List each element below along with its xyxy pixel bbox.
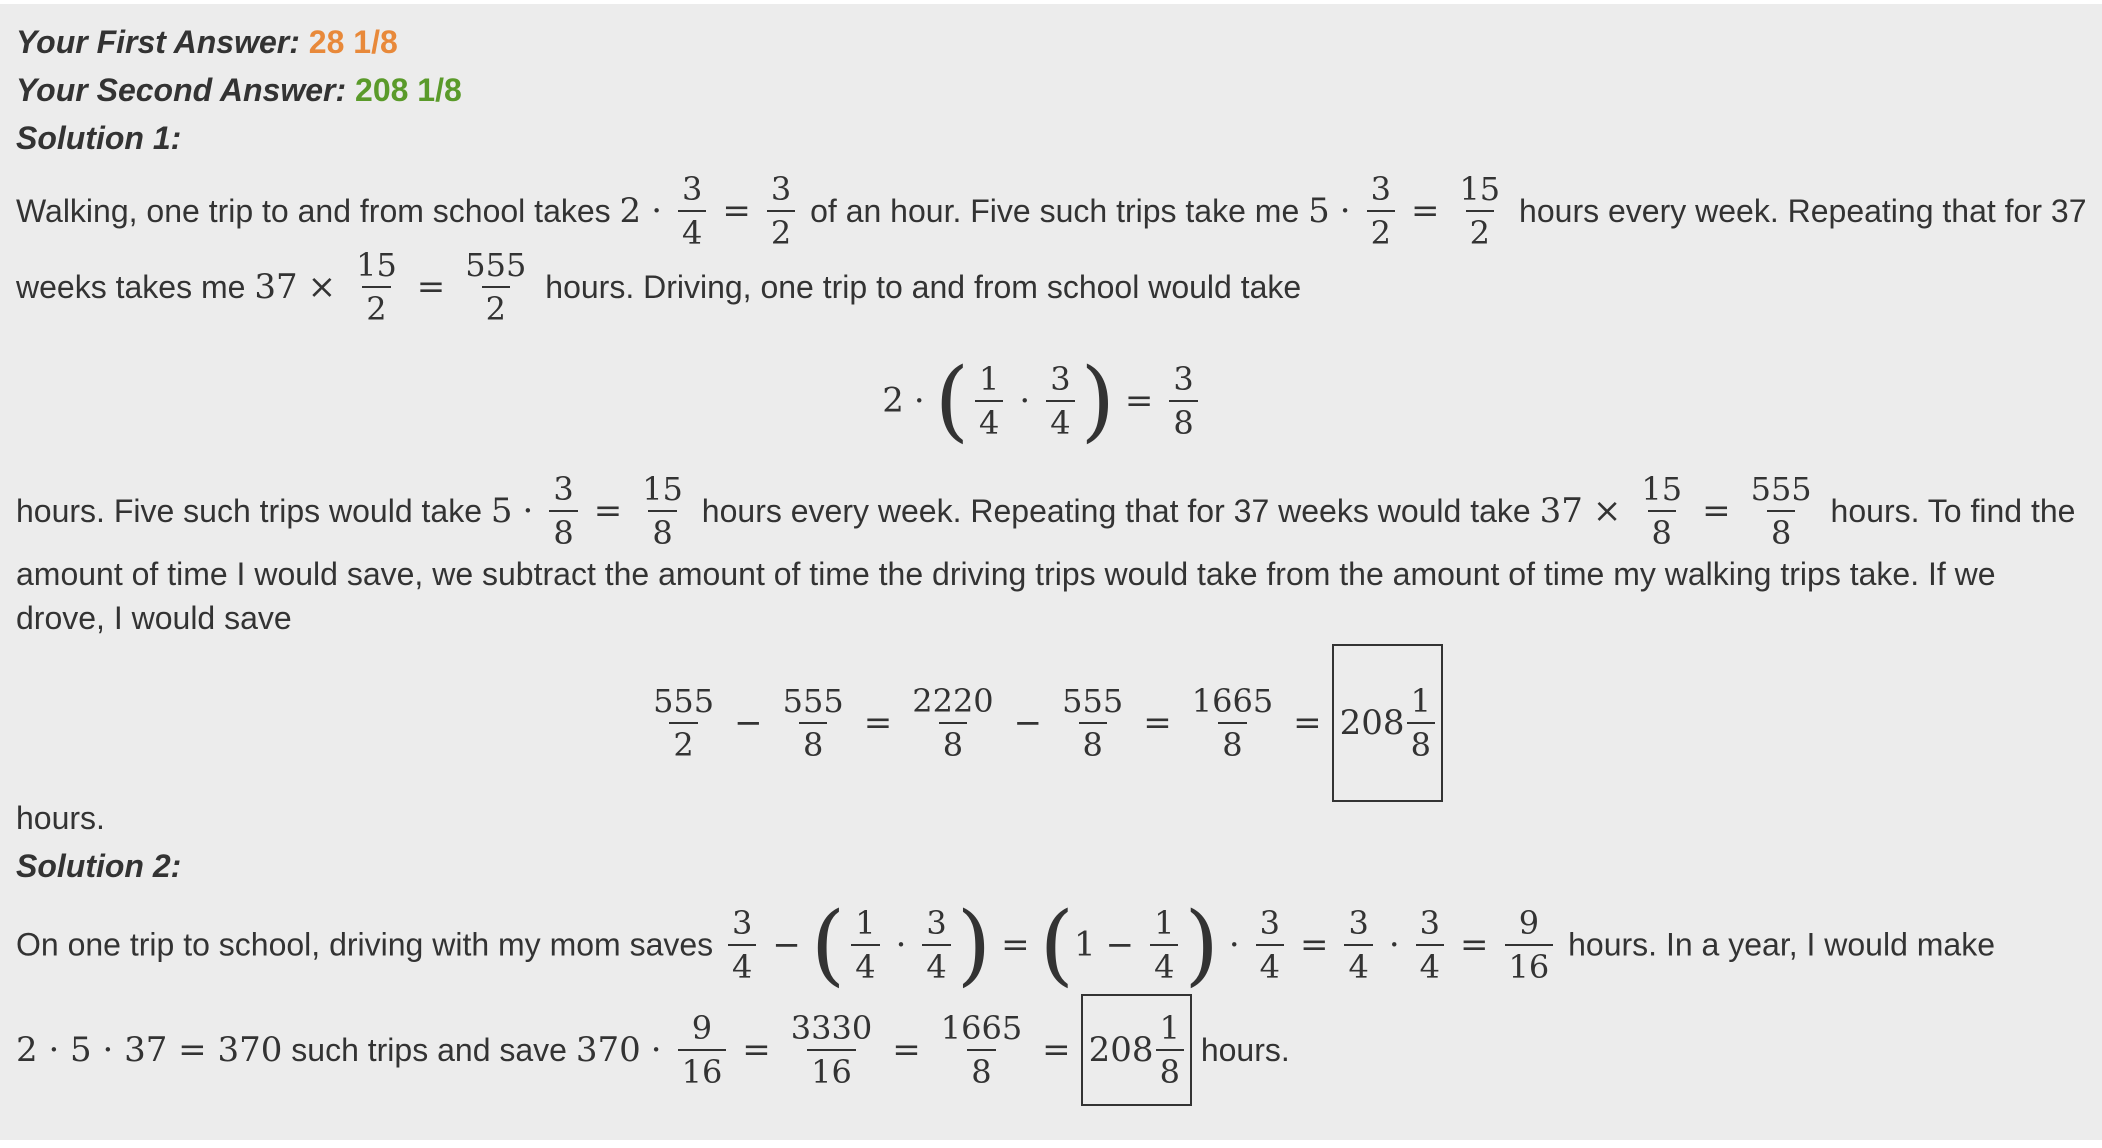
fraction — [1058, 680, 1127, 766]
numerator: 3 — [682, 170, 703, 208]
denominator: 8 — [1218, 722, 1246, 766]
math-eq: = — [1001, 924, 1030, 965]
math-minus: − — [1105, 924, 1135, 965]
math-eq: = — [1124, 380, 1154, 421]
denominator: 2 — [669, 722, 697, 766]
denominator: 8 — [939, 722, 967, 766]
fraction — [908, 680, 997, 766]
fraction — [1150, 902, 1178, 988]
numerator: 15 — [356, 246, 397, 284]
numerator: 555 — [1750, 470, 1812, 508]
solution1-heading: Solution 1: — [16, 120, 182, 156]
numerator: 9 — [1518, 903, 1540, 942]
fraction — [1747, 468, 1816, 554]
math-dot: · — [1339, 191, 1351, 231]
denominator: 4 — [1046, 400, 1074, 444]
math-eq: = — [1299, 924, 1329, 965]
math-eq: = — [1702, 491, 1731, 531]
math-eq: = — [722, 191, 751, 231]
denominator: 16 — [678, 1049, 727, 1093]
math-dot: · — [522, 491, 534, 531]
math-dot: · — [1388, 924, 1400, 965]
fraction — [352, 244, 401, 330]
fraction — [1169, 358, 1197, 444]
denominator: 4 — [1150, 944, 1178, 988]
numerator: 3 — [1419, 903, 1441, 942]
denominator: 4 — [678, 210, 706, 254]
numerator: 3 — [1050, 359, 1071, 398]
math-dot: · — [1228, 924, 1240, 965]
text: hours. In a year, I would make — [1568, 926, 1996, 963]
numerator: 1 — [855, 903, 876, 942]
math-rparen: ) — [1184, 892, 1219, 996]
text: such trips and save — [291, 1032, 567, 1068]
numerator: 3 — [553, 470, 574, 508]
denominator: 2 — [362, 286, 390, 330]
numerator: 15 — [1641, 470, 1683, 508]
denominator: 8 — [648, 510, 676, 554]
numerator: 3 — [1173, 359, 1194, 398]
second-answer-label: Your Second Answer: — [16, 72, 347, 108]
text: hours. Driving, one trip to and from school would take — [545, 269, 1302, 305]
denominator: 16 — [807, 1049, 856, 1093]
numerator: 1665 — [1191, 682, 1274, 720]
solution1-paragraph: amount of time I would save, we subtract the amount of time the driving trips would take from the amount of time my walking trips take. If we drove, I would save — [16, 556, 1996, 636]
math-number: 5 — [490, 491, 513, 531]
math-eq: = — [1460, 924, 1489, 965]
fraction — [922, 902, 950, 988]
denominator: 4 — [975, 400, 1003, 444]
text: hours every week. Repeating that for 37 — [1519, 193, 2087, 229]
denominator: 8 — [1648, 510, 1676, 554]
fraction — [767, 168, 795, 254]
math-rparen: ) — [1080, 348, 1115, 452]
denominator: 4 — [1416, 944, 1444, 988]
math-number: 37 — [1539, 491, 1583, 531]
denominator: 8 — [1079, 722, 1107, 766]
denominator: 4 — [851, 944, 879, 988]
fraction — [787, 1007, 876, 1093]
math-eq: = — [1143, 703, 1172, 743]
solution2-line1 — [16, 890, 2086, 994]
math-eq: = — [863, 703, 893, 743]
first-answer-value: 28 1/8 — [308, 24, 398, 60]
denominator: 8 — [549, 510, 577, 554]
display-equation-driving — [16, 328, 2086, 468]
numerator: 3 — [732, 903, 753, 942]
solution1-line1 — [16, 168, 2087, 252]
text: weeks takes me — [16, 269, 246, 305]
denominator: 2 — [767, 210, 795, 254]
boxed-answer — [1332, 644, 1443, 802]
fraction — [1367, 168, 1395, 254]
numerator: 1 — [1410, 682, 1431, 720]
math-lparen: ( — [934, 348, 970, 452]
math-eq: = — [416, 267, 446, 307]
denominator: 2 — [1367, 210, 1395, 254]
solution1-line3 — [16, 468, 2086, 552]
fraction — [1505, 902, 1554, 988]
numerator: 1 — [1154, 903, 1175, 942]
denominator: 8 — [1169, 400, 1197, 444]
fraction — [937, 1007, 1026, 1093]
mixed-whole: 208 — [1339, 703, 1405, 743]
denominator: 2 — [1466, 210, 1494, 254]
solution1-end: hours. — [16, 800, 105, 836]
denominator: 8 — [967, 1049, 995, 1093]
second-answer-line — [16, 66, 2086, 114]
fraction — [1455, 168, 1504, 254]
math-number: 37 — [254, 267, 298, 307]
solution2-line2 — [16, 994, 2086, 1098]
fraction — [461, 244, 530, 330]
math-eq: = — [1410, 191, 1440, 231]
numerator: 3 — [770, 170, 792, 208]
fraction — [779, 680, 848, 766]
denominator: 4 — [1344, 944, 1372, 988]
denominator: 4 — [728, 944, 756, 988]
boxed-answer — [1081, 994, 1192, 1106]
fraction — [678, 1007, 727, 1093]
second-answer-value: 208 1/8 — [355, 72, 462, 108]
fraction — [1156, 1007, 1184, 1093]
math-rparen: ) — [956, 892, 992, 996]
math-dot: · — [1019, 380, 1031, 421]
fraction — [549, 468, 577, 554]
fraction — [1046, 358, 1074, 444]
fraction — [1637, 468, 1686, 554]
math-number: 2 — [882, 380, 904, 421]
math-eq: = — [593, 491, 623, 531]
numerator: 15 — [642, 470, 683, 508]
math-dot: · — [913, 380, 925, 421]
fraction — [851, 902, 879, 988]
math-eq: = — [892, 1030, 921, 1070]
math-number: 5 — [1308, 191, 1330, 231]
math-expression: 2 · 5 · 37 = 370 — [16, 1030, 283, 1070]
text: hours. — [1200, 1032, 1290, 1068]
numerator: 555 — [653, 682, 715, 720]
numerator: 3330 — [790, 1009, 873, 1047]
fraction — [649, 680, 718, 766]
math-eq: = — [742, 1030, 771, 1070]
mixed-whole: 208 — [1088, 1030, 1154, 1070]
math-eq: = — [1042, 1030, 1071, 1070]
math-minus: − — [1013, 703, 1043, 743]
math-lparen: ( — [810, 892, 846, 996]
fraction — [1256, 902, 1284, 988]
math-dot: · — [650, 1030, 662, 1070]
numerator: 555 — [782, 682, 844, 720]
math-dot: · — [651, 191, 662, 231]
text: On one trip to school, driving with my mom saves — [16, 926, 714, 963]
fraction — [1407, 680, 1435, 766]
numerator: 1 — [979, 359, 1000, 398]
numerator: 3 — [1259, 903, 1280, 942]
solution1-line2 — [16, 244, 2086, 328]
numerator: 3 — [1370, 170, 1391, 208]
numerator: 3 — [1348, 903, 1369, 942]
math-times: × — [1592, 491, 1622, 531]
fraction — [678, 168, 706, 254]
math-number: 370 — [575, 1030, 641, 1070]
math-number: 1 — [1073, 924, 1096, 965]
numerator: 555 — [465, 246, 527, 284]
numerator: 3 — [926, 903, 947, 942]
math-minus: − — [734, 703, 763, 743]
denominator: 8 — [799, 722, 827, 766]
numerator: 555 — [1062, 682, 1124, 720]
fraction — [1416, 902, 1444, 988]
solution-panel — [0, 4, 2102, 1140]
text: hours. Five such trips would take — [16, 493, 482, 529]
denominator: 8 — [1156, 1049, 1184, 1093]
numerator: 15 — [1459, 170, 1501, 208]
display-equation-savings — [16, 644, 2086, 794]
math-times: × — [307, 267, 337, 307]
fraction — [1344, 902, 1372, 988]
denominator: 4 — [922, 944, 950, 988]
numerator: 9 — [691, 1009, 713, 1047]
numerator: 1 — [1159, 1009, 1180, 1047]
denominator: 8 — [1767, 510, 1795, 554]
denominator: 8 — [1407, 722, 1435, 766]
text: hours every week. Repeating that for 37 weeks would take — [701, 493, 1531, 529]
math-number: 2 — [619, 191, 642, 231]
denominator: 4 — [1256, 944, 1284, 988]
text: of an hour. Five such trips take me — [810, 193, 1300, 229]
numerator: 2220 — [912, 682, 994, 720]
math-dot: · — [895, 924, 907, 965]
first-answer-line — [16, 18, 2086, 66]
first-answer-label: Your First Answer: — [16, 24, 300, 60]
math-minus: − — [772, 924, 801, 965]
fraction — [1188, 680, 1277, 766]
numerator: 1665 — [940, 1009, 1023, 1047]
text: hours. To find the — [1830, 493, 2076, 529]
denominator: 16 — [1505, 944, 1554, 988]
fraction — [728, 902, 756, 988]
fraction — [975, 358, 1003, 444]
math-lparen: ( — [1039, 892, 1074, 996]
denominator: 2 — [482, 286, 510, 330]
math-eq: = — [1293, 703, 1322, 743]
solution2-heading: Solution 2: — [16, 848, 182, 884]
fraction — [638, 468, 687, 554]
text: Walking, one trip to and from school takes — [16, 193, 611, 229]
